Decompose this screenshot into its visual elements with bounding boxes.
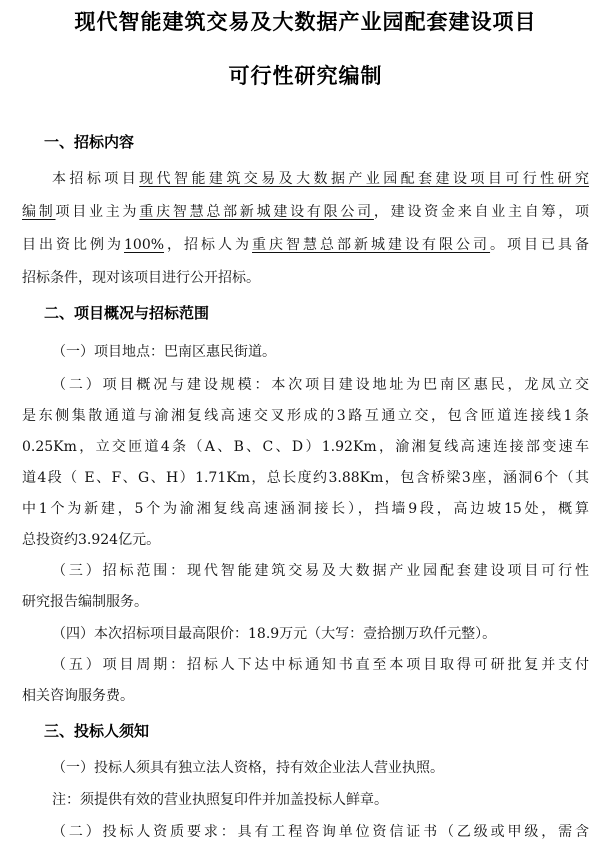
document-title-line-1: 现代智能建筑交易及大数据产业园配套建设项目 — [74, 10, 537, 34]
project-overview-line-6: 总投资约3.924亿元。 — [22, 532, 161, 548]
tender-scope-line-1: （三）招标范围：现代智能建筑交易及大数据产业园配套建设项目可行性 — [52, 563, 589, 579]
section-1-intro-text: 本招标项目 — [52, 171, 140, 187]
conditions-text: 。项目已具备 — [490, 237, 590, 253]
tender-scope-line-2: 研究报告编制服务。 — [22, 594, 148, 610]
project-overview-line-3: 0.25Km，立交匝道4条（A、B、C、D）1.92Km，渝湘复线高速连接部变速车 — [22, 439, 589, 455]
funding-ratio: 100% — [124, 237, 165, 253]
project-overview-line-4: 道4段（ E、F、G、H）1.71Km，总长度约3.88Km，包含桥梁3座，涵洞6个（其 — [22, 470, 589, 486]
bidder-requirement-1: （一）投标人须具有独立法人资格，持有效企业法人营业执照。 — [52, 760, 444, 776]
bidder-requirement-2: （二）投标人资质要求：具有工程咨询单位资信证书（乙级或甲级，需含 — [52, 824, 589, 840]
section-1-line-2 — [22, 201, 589, 221]
project-period-line-2: 相关咨询服务费。 — [22, 688, 134, 704]
project-location: （一）项目地点：巴南区惠民街道。 — [52, 344, 276, 360]
section-1-line-1 — [22, 168, 589, 188]
tenderer-name: 重庆智慧总部新城建设有限公司 — [252, 237, 491, 253]
document-title-line-2: 可行性研究编制 — [228, 64, 383, 88]
project-name-underlined-continued: 编制 — [22, 204, 56, 220]
tenderer-label: ，招标人为 — [164, 237, 253, 253]
ratio-label: 目出资比例为 — [22, 237, 124, 253]
section-3-heading: 三、投标人须知 — [44, 722, 150, 740]
project-overview-line-5: 中1个为新建，5个为渝湘复线高速涵洞接长），挡墙9段，高边坡15处，概算 — [22, 501, 589, 517]
project-owner: 重庆智慧总部新城建设有限公司 — [139, 204, 374, 220]
funding-text: ，建设资金来自业主自筹，项 — [373, 204, 590, 220]
project-overview-line-1: （二）项目概况与建设规模：本次项目建设地址为巴南区惠民，龙凤立交 — [52, 377, 589, 393]
section-1-line-4: 招标条件，现对该项目进行公开招标。 — [22, 270, 260, 286]
section-1-heading: 一、招标内容 — [44, 133, 135, 151]
project-name-underlined: 现代智能建筑交易及大数据产业园配套建设项目可行性研究 — [139, 171, 590, 187]
project-overview-line-2: 是东侧集散通道与渝湘复线高速交叉形成的3路互通立交，包含匝道连接线1条 — [22, 408, 589, 424]
max-price: （四）本次招标项目最高限价：18.9万元（大写：壹拾捌万玖仟元整）。 — [52, 626, 497, 642]
section-2-heading: 二、项目概况与招标范围 — [44, 304, 210, 322]
project-period-line-1: （五）项目周期：招标人下达中标通知书直至本项目取得可研批复并支付 — [52, 657, 589, 673]
owner-label: 项目业主为 — [55, 204, 140, 220]
section-1-line-3 — [22, 234, 589, 254]
bidder-requirement-note: 注：须提供有效的营业执照复印件并加盖投标人鲜章。 — [52, 792, 388, 808]
